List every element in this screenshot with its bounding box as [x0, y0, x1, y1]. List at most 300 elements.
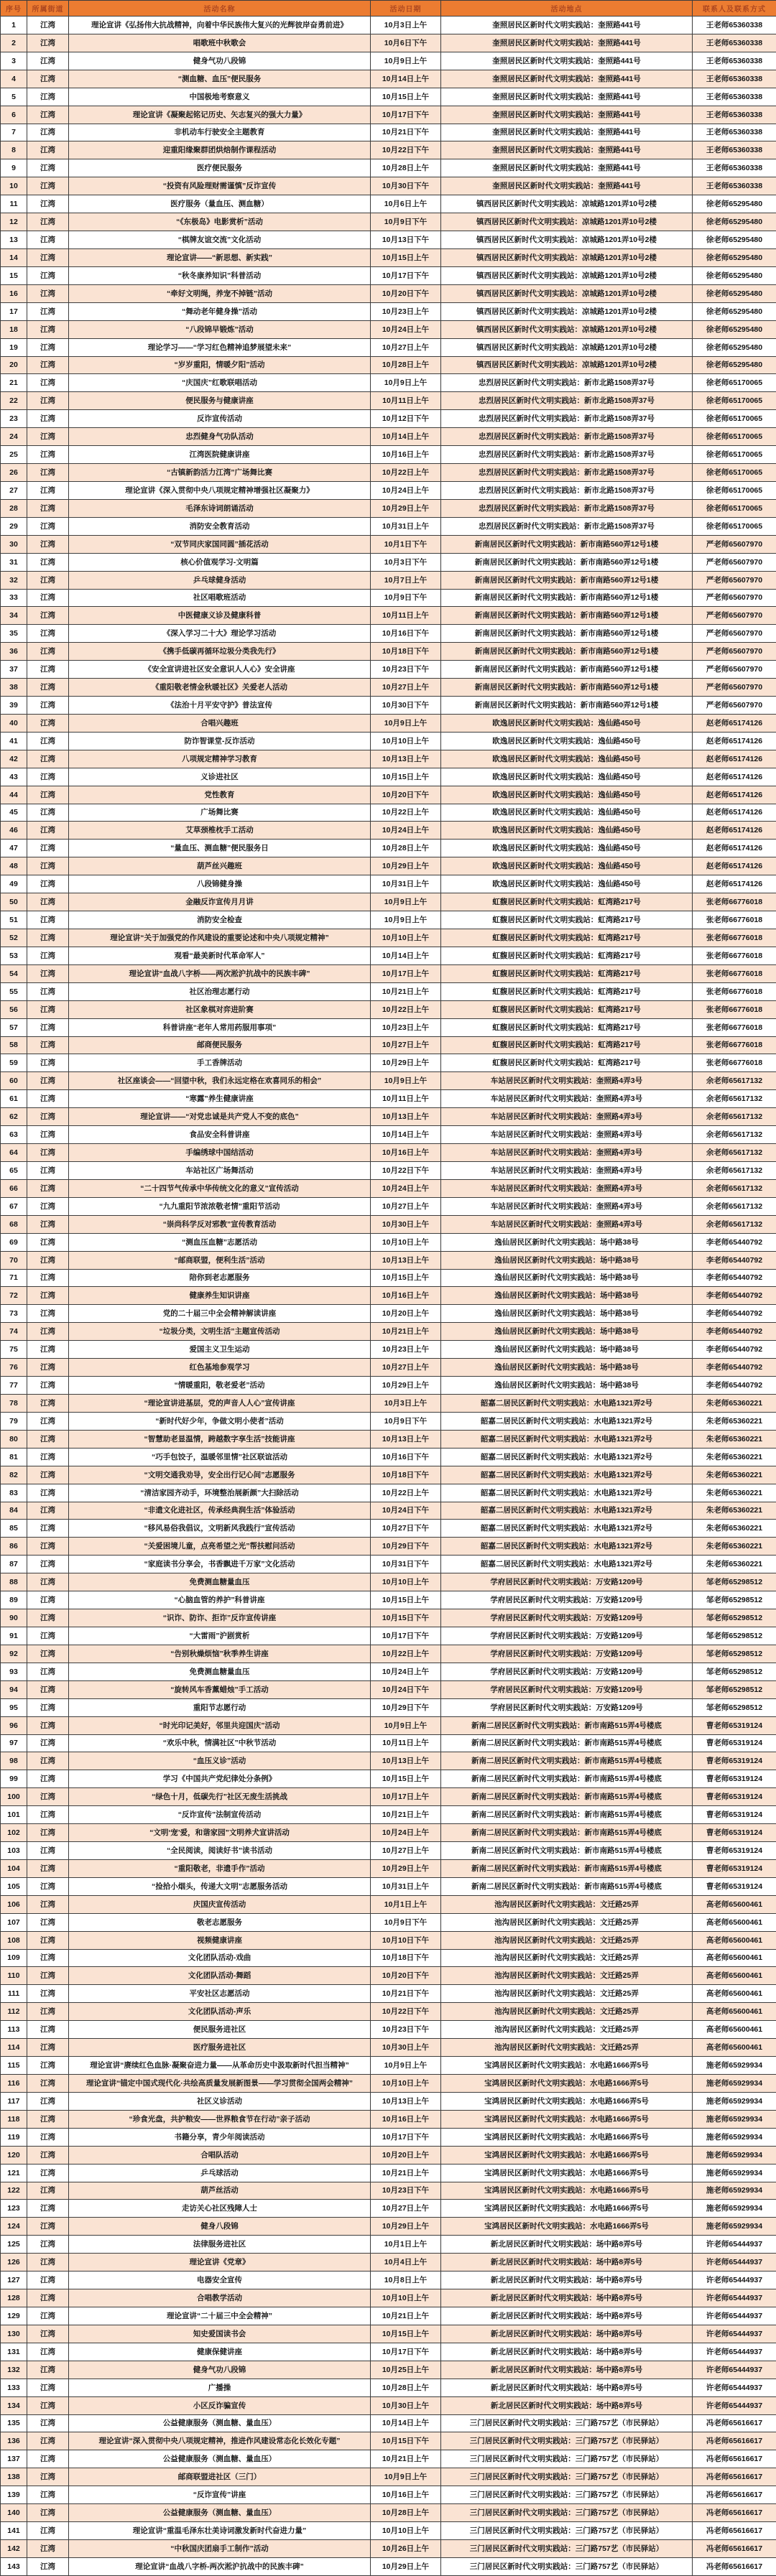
date-cell: 10月17日下午 — [371, 1627, 441, 1645]
index-cell: 92 — [1, 1645, 27, 1663]
street-cell: 江湾 — [27, 1484, 69, 1502]
location-cell: 车站居民区新时代文明实践站：奎照路4弄3号 — [441, 1108, 693, 1126]
table-row — [1, 2218, 776, 2236]
activity-name-cell: 《深入学习二十大》理论学习活动 — [69, 625, 371, 643]
date-cell: 10月29日上午 — [371, 2218, 441, 2236]
index-cell: 61 — [1, 1090, 27, 1108]
location-cell: 忠烈居民区新时代文明实践站：新市北路1508弄37号 — [441, 410, 693, 428]
table-row — [1, 1949, 776, 1967]
contact-cell: 曹老师65319124 — [693, 1716, 776, 1734]
contact-cell: 许老师65444937 — [693, 2361, 776, 2379]
activity-name-cell: “重阳敬老，非遗手作”活动 — [69, 1859, 371, 1877]
index-cell: 24 — [1, 428, 27, 446]
activity-name-cell: 重阳节志愿行动 — [69, 1698, 371, 1716]
index-cell: 77 — [1, 1377, 27, 1395]
location-cell: 奎照居民区新时代文明实践站：奎照路441号 — [441, 88, 693, 106]
contact-cell: 施老师65929934 — [693, 2075, 776, 2093]
date-cell: 10月4日上午 — [371, 2254, 441, 2272]
activity-name-cell: 合唱教学活动 — [69, 2289, 371, 2307]
contact-cell: 张老师66776018 — [693, 964, 776, 982]
table-row — [1, 141, 776, 159]
table-row — [1, 786, 776, 804]
activity-name-cell: 敬老志愿服务 — [69, 1913, 371, 1931]
contact-cell: 邹老师65298512 — [693, 1627, 776, 1645]
contact-cell: 冯老师65616617 — [693, 2557, 776, 2575]
table-row — [1, 266, 776, 284]
street-cell: 江湾 — [27, 2021, 69, 2039]
date-cell: 10月1日下午 — [371, 535, 441, 553]
table-row — [1, 2182, 776, 2200]
date-cell: 10月9日上午 — [371, 1716, 441, 1734]
contact-cell: 曹老师65319124 — [693, 1842, 776, 1860]
location-cell: 虹馥居民区新时代文明实践站：虹湾路217号 — [441, 1036, 693, 1054]
location-cell: 奎照居民区新时代文明实践站：奎照路441号 — [441, 124, 693, 141]
date-cell: 10月14日上午 — [371, 947, 441, 964]
contact-cell: 朱老师65360221 — [693, 1412, 776, 1430]
location-cell: 池沟居民区新时代文明实践站：文迁路25弄 — [441, 1949, 693, 1967]
table-row — [1, 356, 776, 374]
contact-cell: 高老师65600461 — [693, 2039, 776, 2057]
date-cell: 10月16日下午 — [371, 625, 441, 643]
location-cell: 镇西居民区新时代文明实践站：凉城路1201弄10号2楼 — [441, 266, 693, 284]
table-header — [1, 1, 776, 17]
date-cell: 10月31日上午 — [371, 517, 441, 535]
contact-cell: 王老师65360338 — [693, 34, 776, 52]
location-cell: 池沟居民区新时代文明实践站：文迁路25弄 — [441, 1931, 693, 1949]
contact-cell: 徐老师65295480 — [693, 213, 776, 231]
location-cell: 车站居民区新时代文明实践站：奎照路4弄3号 — [441, 1179, 693, 1197]
street-cell: 江湾 — [27, 410, 69, 428]
contact-cell: 严老师65607970 — [693, 607, 776, 625]
activity-name-cell: 社区座谈会——“回望中秋，我们永远定格在欢喜同乐的相会” — [69, 1072, 371, 1090]
street-cell: 江湾 — [27, 1806, 69, 1824]
street-cell: 江湾 — [27, 768, 69, 786]
index-cell: 74 — [1, 1323, 27, 1341]
street-cell: 江湾 — [27, 1054, 69, 1072]
table-row — [1, 2092, 776, 2110]
contact-cell: 徐老师65295480 — [693, 338, 776, 356]
date-cell: 10月15日上午 — [371, 1770, 441, 1788]
activity-name-cell: 防诈智课堂-反诈活动 — [69, 732, 371, 750]
street-cell: 江湾 — [27, 964, 69, 982]
date-cell: 10月23日下午 — [371, 2182, 441, 2200]
index-cell: 29 — [1, 517, 27, 535]
street-cell: 江湾 — [27, 2254, 69, 2272]
contact-cell: 赵老师65174126 — [693, 732, 776, 750]
index-cell: 131 — [1, 2343, 27, 2361]
street-cell: 江湾 — [27, 1716, 69, 1734]
street-cell: 江湾 — [27, 1323, 69, 1341]
date-cell: 10月21日上午 — [371, 2450, 441, 2468]
street-cell: 江湾 — [27, 661, 69, 679]
activity-name-cell: “识诈、防诈、拒诈”反诈宣传讲座 — [69, 1609, 371, 1627]
index-cell: 136 — [1, 2432, 27, 2450]
location-cell: 学府居民区新时代文明实践站：万安路1209号 — [441, 1573, 693, 1591]
contact-cell: 余老师65617132 — [693, 1108, 776, 1126]
contact-cell: 王老师65360338 — [693, 141, 776, 159]
street-cell: 江湾 — [27, 1466, 69, 1484]
date-cell: 10月23日上午 — [371, 302, 441, 320]
street-cell: 江湾 — [27, 17, 69, 34]
table-row — [1, 2200, 776, 2218]
contact-cell: 李老师65440792 — [693, 1233, 776, 1251]
table-row — [1, 1377, 776, 1395]
location-cell: 新南二居民区新时代文明实践站：新市南路515弄4号楼底 — [441, 1752, 693, 1770]
contact-cell: 严老师65607970 — [693, 553, 776, 571]
activity-name-cell: 健身气功八段锦 — [69, 2361, 371, 2379]
contact-cell: 徐老师65170065 — [693, 464, 776, 482]
activity-name-cell: “岁岁重阳，情暖夕阳”活动 — [69, 356, 371, 374]
table-row — [1, 1359, 776, 1377]
index-cell: 17 — [1, 302, 27, 320]
contact-cell: 冯老师65616617 — [693, 2522, 776, 2540]
index-cell: 57 — [1, 1018, 27, 1036]
date-cell: 10月13日上午 — [371, 1752, 441, 1770]
activity-name-cell: “欢乐中秋，情满社区”中秋节活动 — [69, 1734, 371, 1752]
contact-cell: 王老师65360338 — [693, 52, 776, 70]
location-cell: 三门居民区新时代文明实践站：三门路757艺（市民驿站） — [441, 2486, 693, 2504]
table-row — [1, 1394, 776, 1412]
table-row — [1, 1663, 776, 1680]
index-cell: 51 — [1, 911, 27, 929]
street-cell: 江湾 — [27, 607, 69, 625]
contact-cell: 徐老师65170065 — [693, 428, 776, 446]
location-cell: 韶嘉二居民区新时代文明实践站：水电路1321弄2号 — [441, 1430, 693, 1448]
table-row — [1, 2557, 776, 2575]
location-cell: 宝鸿居民区新时代文明实践站：水电路1666弄5号 — [441, 2218, 693, 2236]
index-cell: 49 — [1, 875, 27, 893]
date-cell: 10月3日下午 — [371, 553, 441, 571]
contact-cell: 余老师65617132 — [693, 1090, 776, 1108]
index-cell: 139 — [1, 2486, 27, 2504]
date-cell: 10月31日下午 — [371, 1556, 441, 1573]
activity-name-cell: “投资有风险理财需谨慎”反诈宣传 — [69, 177, 371, 195]
street-cell: 江湾 — [27, 1985, 69, 2003]
street-cell: 江湾 — [27, 1520, 69, 1538]
date-cell: 10月21日上午 — [371, 2164, 441, 2182]
location-cell: 新北居民区新时代文明实践站：场中路8弄5号 — [441, 2361, 693, 2379]
table-row — [1, 840, 776, 857]
index-cell: 14 — [1, 248, 27, 266]
activity-name-cell: “垃圾分类，文明生活”主题宣传活动 — [69, 1323, 371, 1341]
location-cell: 三门居民区新时代文明实践站：三门路757艺（市民驿站） — [441, 2539, 693, 2557]
table-row — [1, 643, 776, 661]
street-cell: 江湾 — [27, 1591, 69, 1609]
date-cell: 10月3日上午 — [371, 17, 441, 34]
location-cell: 镇西居民区新时代文明实践站：凉城路1201弄10号2楼 — [441, 195, 693, 213]
table-row — [1, 535, 776, 553]
location-cell: 镇西居民区新时代文明实践站：凉城路1201弄10号2楼 — [441, 356, 693, 374]
date-cell: 10月15日上午 — [371, 1269, 441, 1287]
street-cell: 江湾 — [27, 822, 69, 840]
activity-name-cell: “反诈宣传”讲座 — [69, 2486, 371, 2504]
contact-cell: 余老师65617132 — [693, 1072, 776, 1090]
index-cell: 34 — [1, 607, 27, 625]
index-cell: 42 — [1, 750, 27, 768]
index-cell: 12 — [1, 213, 27, 231]
header-activity-name: 活动名称 — [69, 1, 371, 17]
location-cell: 逸仙居民区新时代文明实践站：场中路38号 — [441, 1341, 693, 1359]
activity-name-cell: 文化团队活动-舞蹈 — [69, 1967, 371, 1985]
activity-name-cell: 电器安全宣传 — [69, 2272, 371, 2289]
index-cell: 85 — [1, 1520, 27, 1538]
contact-cell: 余老师65617132 — [693, 1144, 776, 1162]
table-row — [1, 517, 776, 535]
date-cell: 10月23日下午 — [371, 2021, 441, 2039]
date-cell: 10月17日下午 — [371, 106, 441, 124]
location-cell: 镇西居民区新时代文明实践站：凉城路1201弄10号2楼 — [441, 338, 693, 356]
table-row — [1, 2039, 776, 2057]
table-row — [1, 1967, 776, 1985]
location-cell: 韶嘉二居民区新时代文明实践站：水电路1321弄2号 — [441, 1466, 693, 1484]
contact-cell: 王老师65360338 — [693, 177, 776, 195]
index-cell: 115 — [1, 2057, 27, 2075]
location-cell: 宝鸿居民区新时代文明实践站：水电路1666弄5号 — [441, 2075, 693, 2093]
activity-name-cell: “舞动老年健身操”活动 — [69, 302, 371, 320]
index-cell: 10 — [1, 177, 27, 195]
activity-name-cell: 唱歌班中秋歌会 — [69, 34, 371, 52]
street-cell: 江湾 — [27, 714, 69, 732]
street-cell: 江湾 — [27, 857, 69, 875]
street-cell: 江湾 — [27, 1645, 69, 1663]
index-cell: 58 — [1, 1036, 27, 1054]
street-cell: 江湾 — [27, 1538, 69, 1556]
activity-name-cell: “心脑血管的养护”科普讲座 — [69, 1591, 371, 1609]
index-cell: 133 — [1, 2379, 27, 2396]
index-cell: 82 — [1, 1466, 27, 1484]
street-cell: 江湾 — [27, 2522, 69, 2540]
table-row — [1, 2272, 776, 2289]
index-cell: 108 — [1, 1931, 27, 1949]
contact-cell: 朱老师65360221 — [693, 1466, 776, 1484]
date-cell: 10月9日上午 — [371, 893, 441, 911]
activity-name-cell: “棋牌友谊交流”文化活动 — [69, 231, 371, 249]
contact-cell: 许老师65444937 — [693, 2272, 776, 2289]
street-cell: 江湾 — [27, 2272, 69, 2289]
table-row — [1, 1126, 776, 1144]
location-cell: 韶嘉二居民区新时代文明实践站：水电路1321弄2号 — [441, 1538, 693, 1556]
table-row — [1, 1036, 776, 1054]
location-cell: 学府居民区新时代文明实践站：万安路1209号 — [441, 1591, 693, 1609]
header-row — [1, 1, 776, 17]
index-cell: 97 — [1, 1734, 27, 1752]
index-cell: 112 — [1, 2003, 27, 2021]
index-cell: 54 — [1, 964, 27, 982]
street-cell: 江湾 — [27, 34, 69, 52]
contact-cell: 朱老师65360221 — [693, 1538, 776, 1556]
contact-cell: 施老师65929934 — [693, 2182, 776, 2200]
index-cell: 120 — [1, 2146, 27, 2164]
street-cell: 江湾 — [27, 893, 69, 911]
activity-name-cell: 小区反诈骗宣传 — [69, 2396, 371, 2414]
activity-name-cell: “大雷雨”沪剧赏析 — [69, 1627, 371, 1645]
location-cell: 池沟居民区新时代文明实践站：文迁路25弄 — [441, 2021, 693, 2039]
activity-name-cell: 陪你到老志愿服务 — [69, 1269, 371, 1287]
location-cell: 逸仙居民区新时代文明实践站：场中路38号 — [441, 1377, 693, 1395]
date-cell: 10月16日上午 — [371, 446, 441, 464]
activity-name-cell: 《法治十月平安守护》普法宣传 — [69, 697, 371, 715]
activity-name-cell: “情暖重阳，敬老爱老”活动 — [69, 1377, 371, 1395]
table-row — [1, 231, 776, 249]
location-cell: 车站居民区新时代文明实践站：奎照路4弄3号 — [441, 1072, 693, 1090]
street-cell: 江湾 — [27, 2146, 69, 2164]
activity-name-cell: 便民服务与健康讲座 — [69, 392, 371, 410]
table-row — [1, 106, 776, 124]
location-cell: 欧逸居民区新时代文明实践站：逸仙路450号 — [441, 840, 693, 857]
street-cell: 江湾 — [27, 2325, 69, 2343]
street-cell: 江湾 — [27, 2164, 69, 2182]
table-row — [1, 1770, 776, 1788]
street-cell: 江湾 — [27, 2128, 69, 2146]
date-cell: 10月14日上午 — [371, 70, 441, 88]
date-cell: 10月30日上午 — [371, 2396, 441, 2414]
contact-cell: 李老师65440792 — [693, 1377, 776, 1395]
date-cell: 10月27日上午 — [371, 1842, 441, 1860]
date-cell: 10月24日上午 — [371, 1663, 441, 1680]
contact-cell: 朱老师65360221 — [693, 1556, 776, 1573]
index-cell: 2 — [1, 34, 27, 52]
date-cell: 10月26日上午 — [371, 2539, 441, 2557]
date-cell: 10月14日上午 — [371, 428, 441, 446]
date-cell: 10月10日上午 — [371, 2075, 441, 2093]
activity-name-cell: 医疗服务（量血压、测血糖） — [69, 195, 371, 213]
date-cell: 10月20日下午 — [371, 284, 441, 302]
contact-cell: 许老师65444937 — [693, 2396, 776, 2414]
date-cell: 10月31日上午 — [371, 1877, 441, 1895]
activity-name-cell: “秋冬康养知识”科普活动 — [69, 266, 371, 284]
activity-name-cell: 社区治理志愿行动 — [69, 982, 371, 1000]
header-activity-location: 活动地点 — [441, 1, 693, 17]
location-cell: 宝鸿居民区新时代文明实践站：水电路1666弄5号 — [441, 2110, 693, 2128]
date-cell: 10月15日下午 — [371, 1609, 441, 1627]
index-cell: 126 — [1, 2254, 27, 2272]
contact-cell: 施老师65929934 — [693, 2146, 776, 2164]
street-cell: 江湾 — [27, 2110, 69, 2128]
location-cell: 韶嘉二居民区新时代文明实践站：水电路1321弄2号 — [441, 1520, 693, 1538]
table-row — [1, 1466, 776, 1484]
street-cell: 江湾 — [27, 553, 69, 571]
index-cell: 79 — [1, 1412, 27, 1430]
activity-name-cell: 《重阳敬老情金秋暖社区》关爱老人活动 — [69, 679, 371, 697]
location-cell: 忠烈居民区新时代文明实践站：新市北路1508弄37号 — [441, 464, 693, 482]
location-cell: 新南居民区新时代文明实践站：新市南路560弄12号1楼 — [441, 553, 693, 571]
contact-cell: 高老师65600461 — [693, 2003, 776, 2021]
contact-cell: 赵老师65174126 — [693, 840, 776, 857]
table-row — [1, 2361, 776, 2379]
activity-name-cell: 广场舞比赛 — [69, 804, 371, 822]
index-cell: 69 — [1, 1233, 27, 1251]
activity-name-cell: 消防安全教育活动 — [69, 517, 371, 535]
table-row — [1, 1538, 776, 1556]
date-cell: 10月27日上午 — [371, 1359, 441, 1377]
table-row — [1, 2379, 776, 2396]
date-cell: 10月9日上午 — [371, 374, 441, 392]
date-cell: 10月24日上午 — [371, 1824, 441, 1842]
index-cell: 129 — [1, 2307, 27, 2325]
activity-name-cell: “测血压血糖”志愿活动 — [69, 1233, 371, 1251]
index-cell: 80 — [1, 1430, 27, 1448]
street-cell: 江湾 — [27, 213, 69, 231]
activity-name-cell: 反诈宣传活动 — [69, 410, 371, 428]
date-cell: 10月13日上午 — [371, 1430, 441, 1448]
location-cell: 逸仙居民区新时代文明实践站：场中路38号 — [441, 1323, 693, 1341]
contact-cell: 高老师65600461 — [693, 1913, 776, 1931]
date-cell: 10月9日下午 — [371, 1412, 441, 1430]
activity-name-cell: 党的二十届三中全会精神解读讲座 — [69, 1305, 371, 1323]
date-cell: 10月30日下午 — [371, 697, 441, 715]
table-row — [1, 177, 776, 195]
index-cell: 11 — [1, 195, 27, 213]
date-cell: 10月29日上午 — [371, 1054, 441, 1072]
location-cell: 奎照居民区新时代文明实践站：奎照路441号 — [441, 106, 693, 124]
location-cell: 镇西居民区新时代文明实践站：凉城路1201弄10号2楼 — [441, 302, 693, 320]
activity-name-cell: 书籍分享，青少年阅读活动 — [69, 2128, 371, 2146]
table-row — [1, 2254, 776, 2272]
street-cell: 江湾 — [27, 1126, 69, 1144]
index-cell: 68 — [1, 1215, 27, 1233]
index-cell: 125 — [1, 2236, 27, 2254]
table-row — [1, 1913, 776, 1931]
street-cell: 江湾 — [27, 1072, 69, 1090]
contact-cell: 严老师65607970 — [693, 571, 776, 589]
activity-name-cell: 江湾医院健康讲座 — [69, 446, 371, 464]
date-cell: 10月30日上午 — [371, 1215, 441, 1233]
street-cell: 江湾 — [27, 2289, 69, 2307]
contact-cell: 许老师65444937 — [693, 2325, 776, 2343]
location-cell: 池沟居民区新时代文明实践站：文迁路25弄 — [441, 2039, 693, 2057]
activity-name-cell: 平安社区志愿活动 — [69, 1985, 371, 2003]
date-cell: 10月10日上午 — [371, 2289, 441, 2307]
contact-cell: 余老师65617132 — [693, 1197, 776, 1215]
contact-cell: 严老师65607970 — [693, 643, 776, 661]
activity-name-cell: 理论宣讲《党章》 — [69, 2254, 371, 2272]
street-cell: 江湾 — [27, 1556, 69, 1573]
location-cell: 新南二居民区新时代文明实践站：新市南路515弄4号楼底 — [441, 1859, 693, 1877]
activity-name-cell: 公益健康服务（测血糖、量血压） — [69, 2414, 371, 2432]
activity-name-cell: 食品安全科普讲座 — [69, 1126, 371, 1144]
table-row — [1, 52, 776, 70]
date-cell: 10月18日下午 — [371, 643, 441, 661]
index-cell: 44 — [1, 786, 27, 804]
activity-name-cell: 免费测血糖量血压 — [69, 1663, 371, 1680]
street-cell: 江湾 — [27, 1913, 69, 1931]
street-cell: 江湾 — [27, 2092, 69, 2110]
index-cell: 31 — [1, 553, 27, 571]
street-cell: 江湾 — [27, 1502, 69, 1520]
street-cell: 江湾 — [27, 947, 69, 964]
table-row — [1, 1859, 776, 1877]
index-cell: 101 — [1, 1806, 27, 1824]
table-row — [1, 2468, 776, 2486]
contact-cell: 高老师65600461 — [693, 1949, 776, 1967]
location-cell: 宝鸿居民区新时代文明实践站：水电路1666弄5号 — [441, 2092, 693, 2110]
table-row — [1, 1287, 776, 1305]
street-cell: 江湾 — [27, 1859, 69, 1877]
activity-name-cell: 社区唱歌班活动 — [69, 589, 371, 607]
table-row — [1, 1269, 776, 1287]
date-cell: 10月13日上午 — [371, 1108, 441, 1126]
contact-cell: 高老师65600461 — [693, 1895, 776, 1913]
location-cell: 欧逸居民区新时代文明实践站：逸仙路450号 — [441, 714, 693, 732]
date-cell: 10月10日上午 — [371, 732, 441, 750]
index-cell: 117 — [1, 2092, 27, 2110]
street-cell: 江湾 — [27, 1788, 69, 1806]
index-cell: 114 — [1, 2039, 27, 2057]
contact-cell: 严老师65607970 — [693, 625, 776, 643]
contact-cell: 高老师65600461 — [693, 1967, 776, 1985]
date-cell: 10月23日上午 — [371, 1341, 441, 1359]
contact-cell: 邹老师65298512 — [693, 1573, 776, 1591]
